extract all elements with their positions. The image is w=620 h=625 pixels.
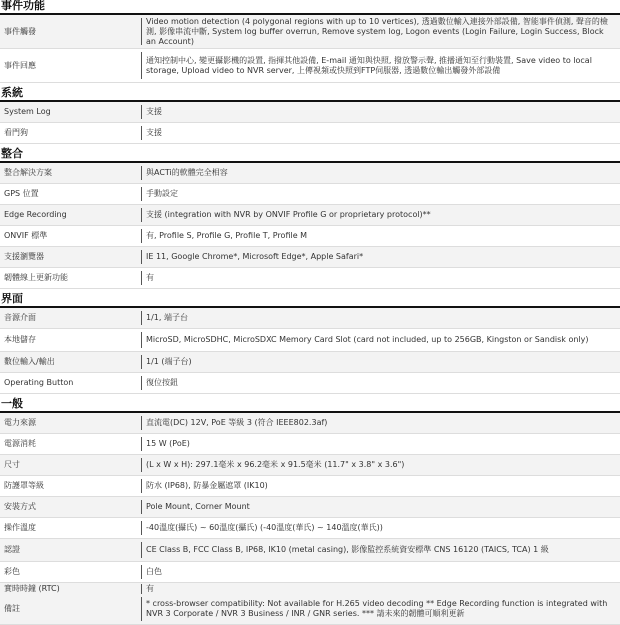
spec-label: 實時時鐘 (RTC) [4, 584, 60, 593]
spec-value: Video motion detection (4 polygonal regions with up to 10 vertices), 透過數位輸入連接外部設備, 智能事件偵測, 聲音的檢測, 影像串流中斷, System log buffer overrun, Remove system log, Logon events (Login Failure, Login Success, Block an Account) [146, 16, 608, 46]
spec-value: * cross-browser compatibility: Not available for H.265 video decoding ** Edge Recording function is integrated with NVR 3 Corporate / NVR 3 Business / INR / GNR series. *** 請未來的韌體可順利更新 [146, 599, 608, 618]
spec-row [0, 15, 620, 49]
spec-label: 備註 [4, 604, 20, 613]
spec-label: Edge Recording [4, 210, 67, 219]
spec-label: 彩色 [4, 567, 20, 576]
spec-label: 整合解決方案 [4, 168, 52, 177]
spec-row [0, 594, 620, 625]
spec-label: 本地儲存 [4, 335, 36, 344]
spec-value: 15 W (PoE) [146, 439, 190, 448]
spec-value: 手動設定 [146, 189, 178, 198]
spec-row [0, 247, 620, 268]
spec-label: ONVIF 標準 [4, 231, 48, 240]
spec-row [0, 184, 620, 205]
spec-label: 尺寸 [4, 460, 20, 469]
spec-row [0, 476, 620, 497]
section-title-integration: 整合 [0, 147, 620, 163]
spec-row [0, 583, 620, 594]
spec-label: 防護罩等級 [4, 481, 44, 490]
spec-value: 白色 [146, 567, 162, 576]
spec-value: MicroSD, MicroSDHC, MicroSDXC Memory Card Slot (card not included, up to 256GB, Kingston or Sandisk only) [146, 335, 589, 344]
spec-row [0, 268, 620, 289]
spec-row [0, 539, 620, 562]
spec-row [0, 329, 620, 352]
spec-label: 認證 [4, 545, 20, 554]
spec-value: Pole Mount, Corner Mount [146, 502, 250, 511]
spec-value: 1/1 (端子台) [146, 357, 192, 366]
spec-row [0, 308, 620, 329]
spec-label: 操作溫度 [4, 523, 36, 532]
spec-value: 支援 (integration with NVR by ONVIF Profile G or proprietary protocol)** [146, 210, 431, 219]
spec-label: 安裝方式 [4, 502, 36, 511]
section-title-general: 一般 [0, 397, 620, 413]
spec-value: 與ACTi的軟體完全相容 [146, 168, 228, 177]
spec-label: 事件觸發 [4, 26, 36, 36]
spec-label: Operating Button [4, 378, 74, 387]
spec-value: 有 [146, 584, 154, 593]
spec-row [0, 434, 620, 455]
spec-row [0, 352, 620, 373]
spec-row [0, 497, 620, 518]
spec-value: 復位按鈕 [146, 378, 178, 387]
spec-label: 支援瀏覽器 [4, 252, 44, 261]
spec-row [0, 518, 620, 539]
spec-row [0, 226, 620, 247]
spec-value: 直流電(DC) 12V, PoE 等級 3 (符合 IEEE802.3af) [146, 418, 328, 427]
spec-value: 防水 (IP68), 防暴金屬遮罩 (IK10) [146, 481, 268, 490]
spec-label: System Log [4, 107, 51, 116]
spec-label: 電源消耗 [4, 439, 36, 448]
section-title-system: 系統 [0, 86, 620, 102]
spec-value: 有, Profile S, Profile G, Profile T, Profile M [146, 231, 308, 240]
spec-value: -40溫度(攝氏) ~ 60溫度(攝氏) (-40溫度(華氏) ~ 140溫度(華氏)) [146, 523, 383, 532]
spec-label: 數位輸入/輸出 [4, 357, 55, 366]
spec-label: 電力來源 [4, 418, 36, 427]
spec-row [0, 455, 620, 476]
spec-row [0, 49, 620, 83]
spec-row [0, 102, 620, 123]
spec-value: IE 11, Google Chrome*, Microsoft Edge*, Apple Safari* [146, 252, 364, 261]
spec-row [0, 413, 620, 434]
spec-label: 音源介面 [4, 313, 36, 322]
spec-row [0, 163, 620, 184]
spec-value: 1/1, 端子台 [146, 313, 188, 322]
spec-value: 通知控制中心, 變更攝影機的設置, 指揮其他設備, E-mail 通知與快照, 撥放警示聲, 推播通知至行動裝置, Save video to local storage, Upload video to NVR server, 上傳視頻或快照到FTP伺服器, 透過數位輸出觸發外部設備 [146, 55, 592, 75]
spec-label: 事件回應 [4, 60, 36, 70]
spec-value: (L x W x H): 297.1毫米 x 96.2毫米 x 91.5毫米 (11.7" x 3.8" x 3.6") [146, 460, 405, 469]
section-title-interface: 界面 [0, 292, 620, 308]
spec-value: CE Class B, FCC Class B, IP68, IK10 (metal casing), 影像監控系統資安標準 CNS 16120 (TAICS, TCA) 1 級 [146, 545, 549, 554]
spec-label: 韌體線上更新功能 [4, 273, 68, 282]
spec-label: GPS 位置 [4, 189, 39, 198]
spec-row [0, 205, 620, 226]
spec-value: 支援 [146, 128, 162, 137]
spec-row [0, 123, 620, 144]
section-title-events: 事件功能 [0, 0, 620, 15]
spec-label: 看門狗 [4, 128, 28, 137]
spec-row [0, 373, 620, 394]
spec-value: 支援 [146, 107, 162, 116]
spec-row [0, 562, 620, 583]
spec-value: 有 [146, 273, 154, 282]
